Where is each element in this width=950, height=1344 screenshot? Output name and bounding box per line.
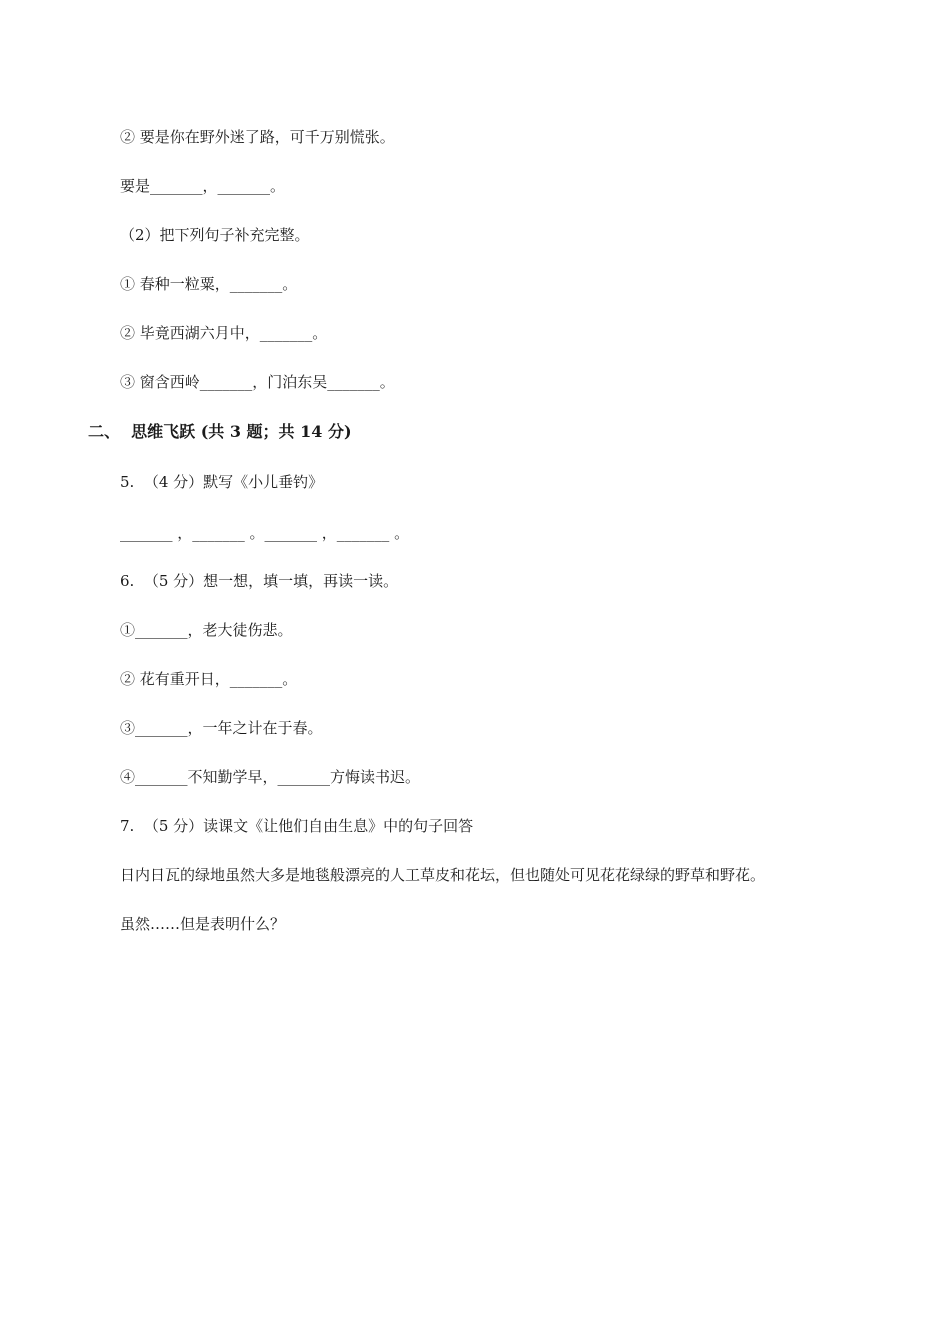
question-7-passage: 日内日瓦的绿地虽然大多是地毯般漂亮的人工草皮和花坛，但也随处可见花花绿绿的野草和野花。 xyxy=(120,866,766,884)
subquestion-2-instruction: （2）把下列句子补充完整。 xyxy=(120,226,310,244)
question-6-item-1: ①_______，老大徒伤悲。 xyxy=(120,621,293,639)
poem-blank-1: ① 春种一粒粟，_______。 xyxy=(120,275,298,293)
question-7-prompt: 虽然……但是表明什么？ xyxy=(120,915,286,933)
question-6-item-2: ② 花有重开日，_______。 xyxy=(120,670,298,688)
fill-in-sentence-yaoshi: 要是_______，_______。 xyxy=(120,177,286,195)
poem-blank-2: ② 毕竟西湖六月中，_______。 xyxy=(120,324,328,342)
question-5-stem: 5. （4 分）默写《小儿垂钓》 xyxy=(120,473,324,491)
question-6-item-4: ④_______不知勤学早，_______方悔读书迟。 xyxy=(120,768,421,786)
question-6-stem: 6. （5 分）想一想，填一填，再读一读。 xyxy=(120,572,399,590)
example-sentence-2: ② 要是你在野外迷了路，可千万别慌张。 xyxy=(120,128,395,146)
question-6-item-3: ③_______，一年之计在于春。 xyxy=(120,719,323,737)
question-5-answer-line: _______ ，_______ 。_______ ，_______ 。 xyxy=(120,524,410,542)
section-two-heading: 二、 思维飞跃 (共 3 题；共 14 分) xyxy=(88,422,352,441)
poem-blank-3: ③ 窗含西岭_______，门泊东吴_______。 xyxy=(120,373,395,391)
question-7-stem: 7. （5 分）读课文《让他们自由生息》中的句子回答 xyxy=(120,817,474,835)
